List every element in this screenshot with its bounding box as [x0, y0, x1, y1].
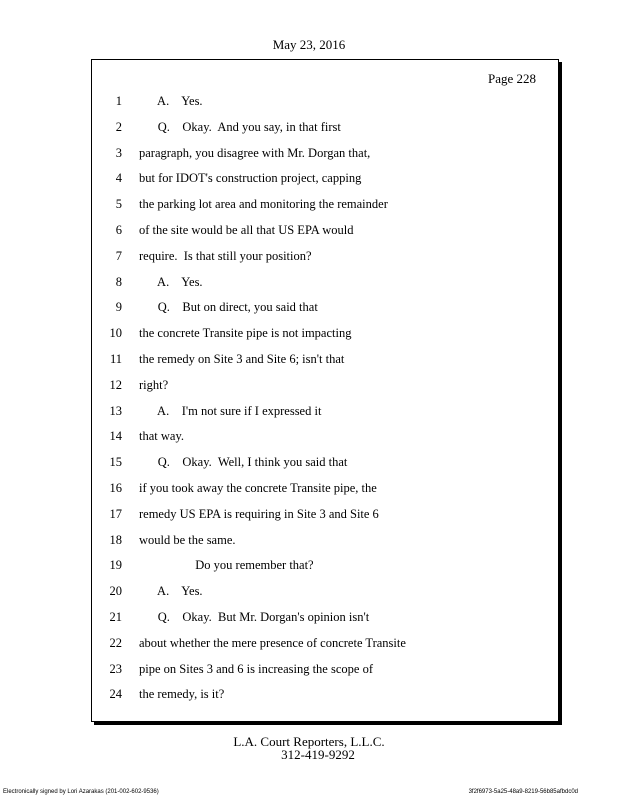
line-text: Q. Okay. But Mr. Dorgan's opinion isn't — [139, 610, 370, 624]
line-number: 8 — [115, 274, 122, 289]
line-number: 20 — [109, 584, 122, 599]
line-number: 17 — [109, 506, 122, 521]
transcript-line — [92, 636, 552, 654]
transcript-line — [92, 481, 552, 499]
line-number: 18 — [109, 532, 122, 547]
line-text: but for IDOT's construction project, capping — [139, 171, 362, 186]
line-number: 10 — [109, 326, 122, 341]
transcript-line — [92, 249, 552, 267]
line-number: 9 — [115, 300, 122, 315]
line-number: 7 — [115, 248, 122, 263]
transcript-line — [92, 352, 552, 370]
transcript-line — [92, 120, 552, 138]
transcript-line — [92, 455, 552, 473]
document-id: 3f2f6973-5a25-48a9-8219-56b85afbdc0d — [468, 789, 578, 795]
line-number: 13 — [109, 403, 122, 418]
line-text: the remedy on Site 3 and Site 6; isn't that — [139, 352, 345, 366]
transcript-line — [92, 300, 552, 318]
line-number: 14 — [109, 429, 122, 444]
electronic-signature: Electronically signed by Lori Azarakas (201-002-602-9536) — [3, 789, 159, 795]
transcript-line — [92, 558, 552, 576]
transcript-page-frame — [91, 59, 559, 722]
line-text: the parking lot area and monitoring the remainder — [139, 197, 388, 212]
transcript-line — [92, 429, 552, 447]
transcript-line — [92, 662, 552, 680]
transcript-line — [92, 223, 552, 241]
line-text: the remedy, is it? — [139, 687, 225, 702]
line-number: 23 — [109, 661, 122, 676]
line-number: 1 — [115, 94, 122, 108]
transcript-line — [92, 687, 552, 705]
line-text: remedy US EPA is requiring in Site 3 and Site 6 — [139, 506, 379, 521]
line-text: Q. Okay. And you say, in that first — [139, 119, 341, 134]
line-number: 11 — [109, 352, 122, 366]
line-number: 16 — [109, 481, 122, 495]
transcript-line — [92, 610, 552, 628]
line-text: require. Is that still your position? — [139, 248, 312, 263]
line-text: A. Yes. — [139, 94, 203, 108]
line-text: of the site would be all that US EPA would — [139, 223, 354, 237]
line-number: 2 — [115, 119, 122, 134]
line-text: A. I'm not sure if I expressed it — [139, 403, 322, 418]
reporter-company: L.A. Court Reporters, L.L.C. — [233, 734, 385, 749]
transcript-line — [92, 533, 552, 551]
line-number: 5 — [115, 197, 122, 212]
line-text: pipe on Sites 3 and 6 is increasing the scope of — [139, 661, 373, 676]
transcript-line — [92, 507, 552, 525]
transcript-line — [92, 275, 552, 293]
page-number: Page 228 — [487, 71, 536, 86]
line-number: 3 — [115, 145, 122, 160]
transcript-line — [92, 404, 552, 422]
line-number: 4 — [115, 171, 122, 186]
line-text: about whether the mere presence of concrete Transite — [139, 635, 406, 650]
line-text: if you took away the concrete Transite pipe, the — [139, 481, 377, 495]
line-number: 15 — [109, 455, 122, 470]
line-text: that way. — [139, 429, 185, 444]
line-text: paragraph, you disagree with Mr. Dorgan that, — [139, 145, 371, 160]
line-text: Q. Okay. Well, I think you said that — [139, 455, 348, 470]
transcript-date: May 23, 2016 — [272, 37, 346, 52]
reporter-phone: 312-419-9292 — [281, 747, 355, 762]
line-text: right? — [139, 377, 169, 392]
line-text: A. Yes. — [139, 274, 203, 289]
transcript-line — [92, 146, 552, 164]
line-number: 21 — [109, 610, 122, 624]
line-number: 12 — [109, 377, 122, 392]
transcript-line — [92, 94, 552, 112]
transcript-line — [92, 171, 552, 189]
line-number: 19 — [109, 558, 122, 573]
line-text: A. Yes. — [139, 584, 203, 599]
line-number: 24 — [109, 687, 122, 702]
line-number: 22 — [109, 635, 122, 650]
line-text: Q. But on direct, you said that — [139, 300, 318, 315]
line-text: would be the same. — [139, 532, 236, 547]
line-number: 6 — [115, 223, 122, 237]
transcript-line — [92, 378, 552, 396]
transcript-line — [92, 584, 552, 602]
line-text: the concrete Transite pipe is not impacting — [139, 326, 352, 341]
transcript-line — [92, 326, 552, 344]
transcript-line — [92, 197, 552, 215]
line-text: Do you remember that? — [139, 558, 314, 573]
